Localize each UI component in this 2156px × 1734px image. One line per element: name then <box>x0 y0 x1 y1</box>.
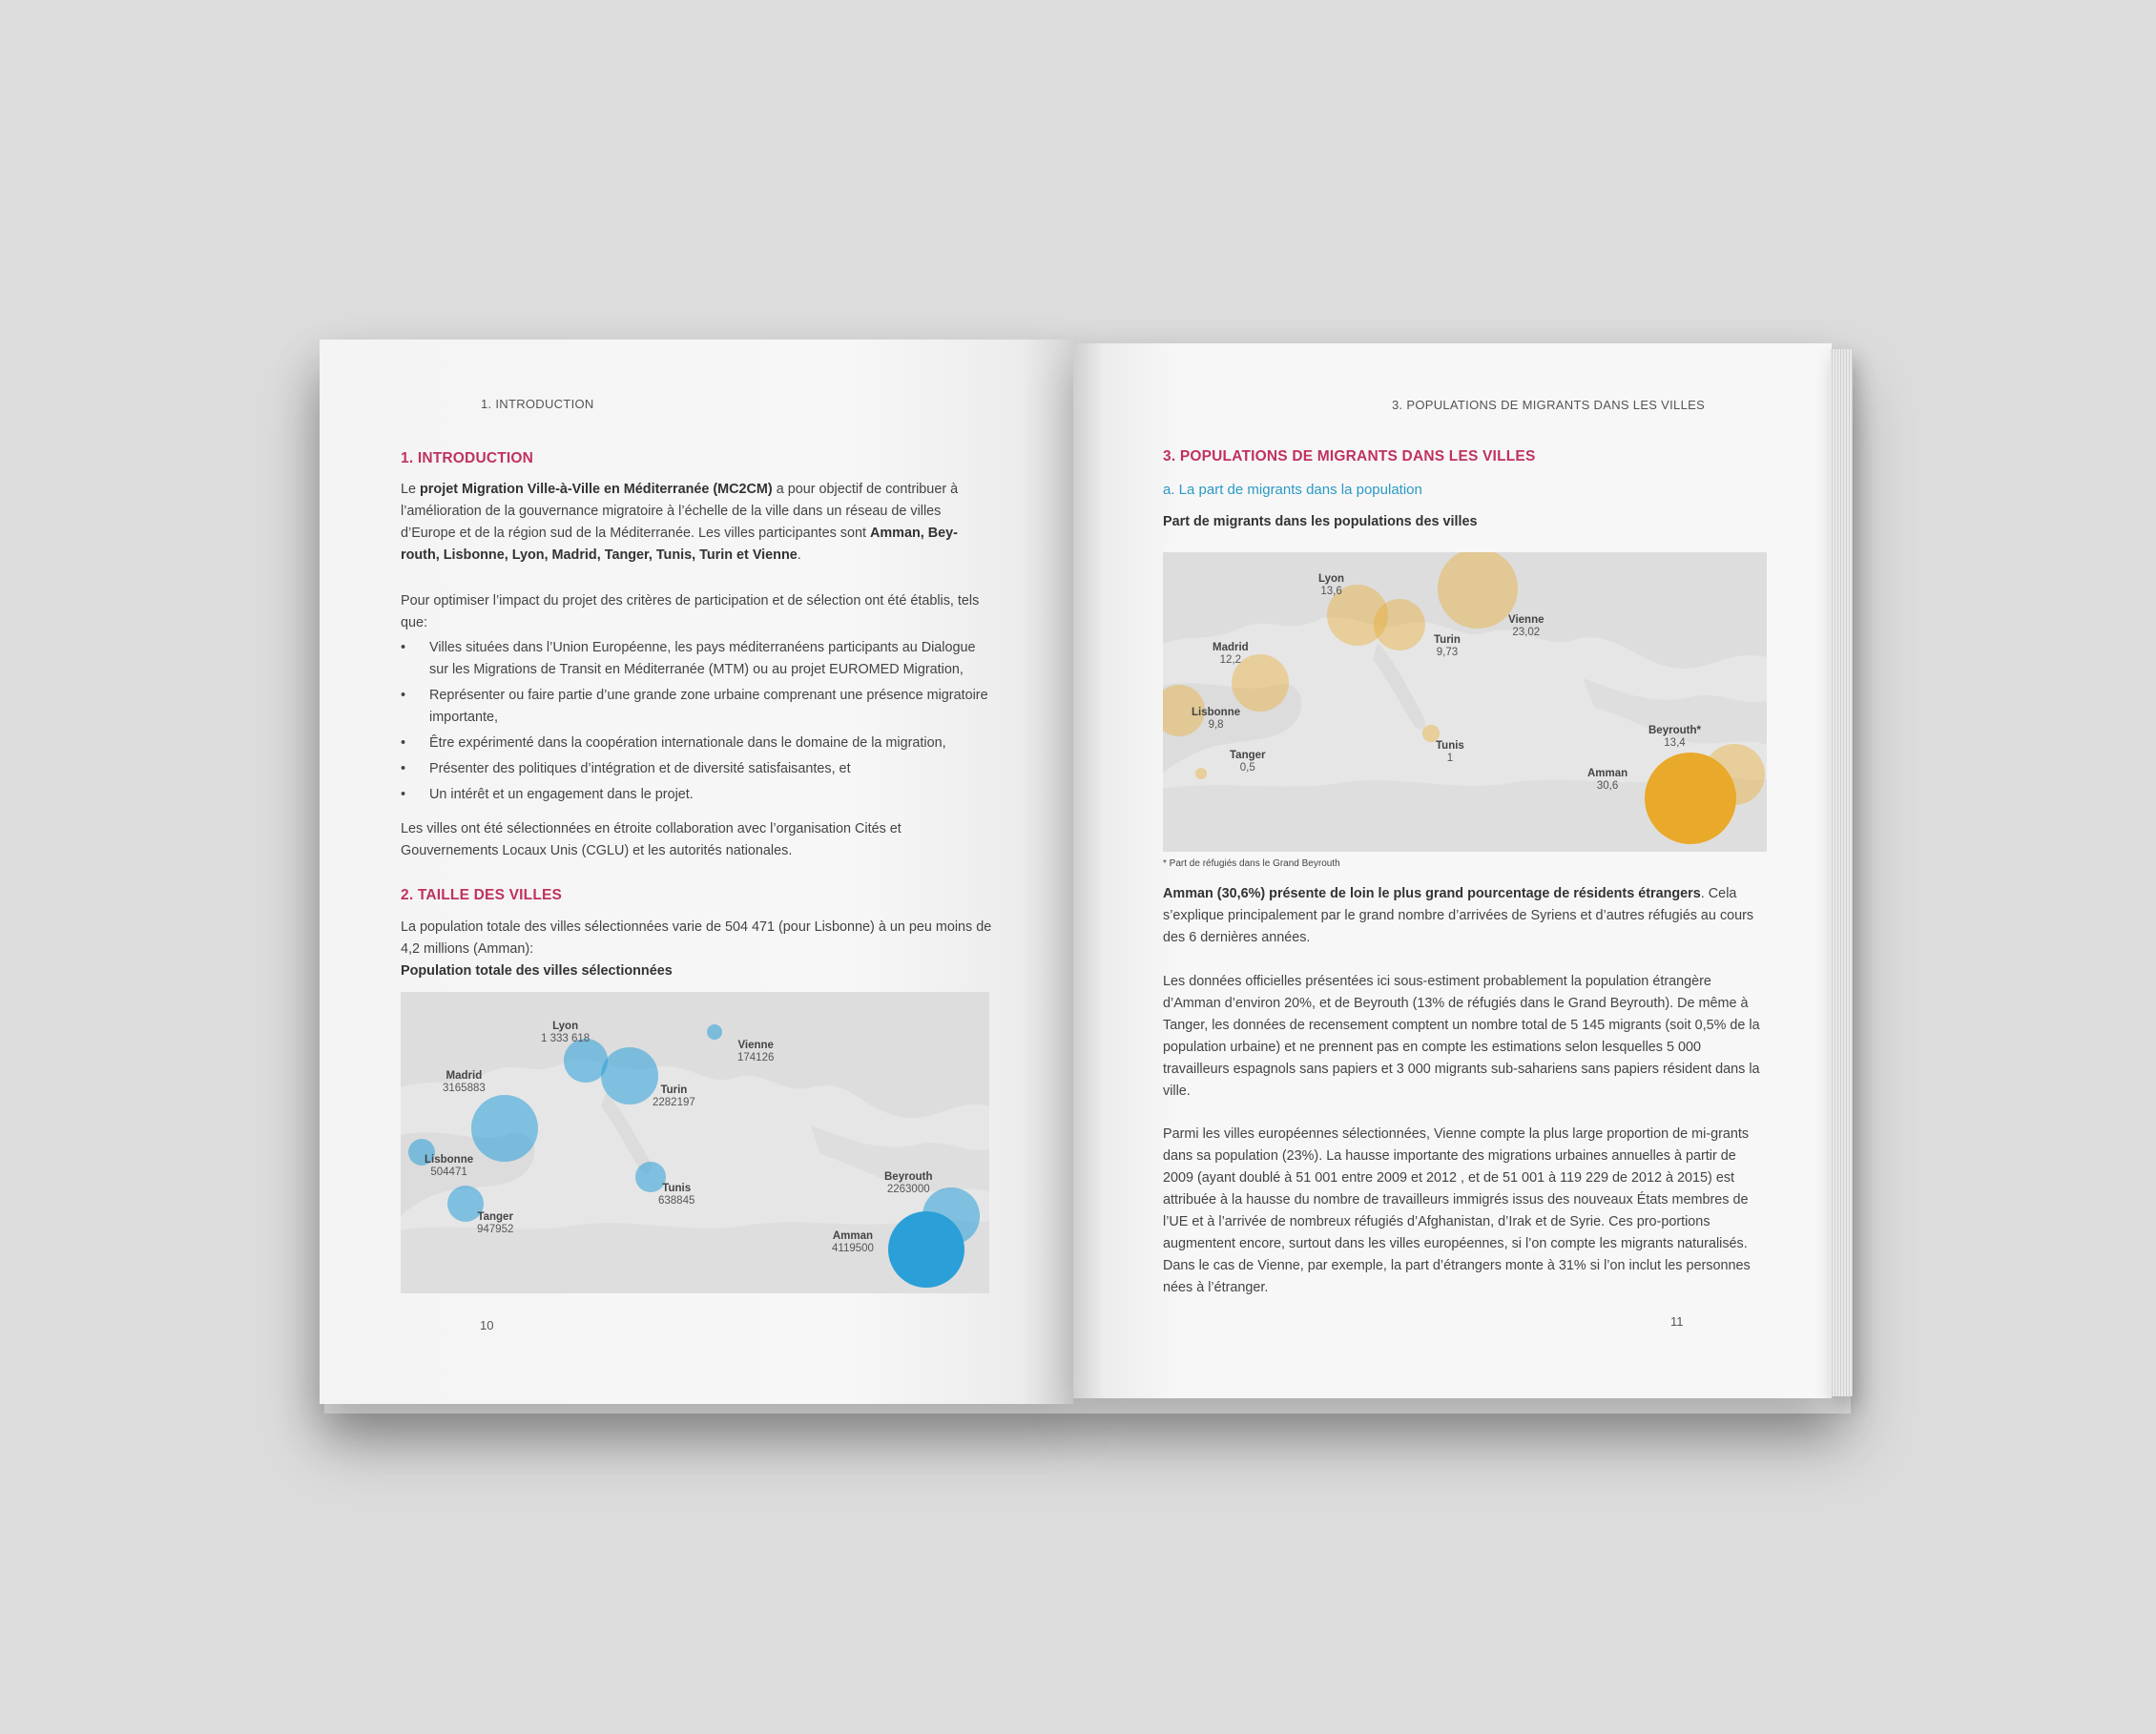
city-name: Lyon <box>552 1021 579 1032</box>
city-bubble <box>1374 599 1425 650</box>
migrants-paragraph-1: Amman (30,6%) présente de loin le plus grand pourcentage de résidents étrangers. Cela s’explique principalement par le grand nombre d’arrivées de Syriens et d’autres réfugiés au cours des 6 dernières années. <box>1163 886 1754 945</box>
left-page <box>320 340 1073 1404</box>
city-value: 0,5 <box>1239 762 1255 774</box>
city-value: 1 <box>1446 753 1454 764</box>
city-value: 30,6 <box>1596 780 1619 792</box>
city-value: 12,2 <box>1219 654 1242 666</box>
city-name: Lyon <box>1318 573 1345 585</box>
section2-title: 2. TAILLE DES VILLES <box>401 887 563 903</box>
migrants-paragraph-2: Les données officielles présentées ici sous-estiment probablement la population étrangère d’Amman d’environ 20%, et de Beyrouth (13% de réfugiés dans le Grand Beyrouth). De même à Tanger, les données de recensement comptent un nombre total de 5 145 migrants (soit 0,5% de la population urbaine) et ne prennent pas en compte les estimations selon lesquelles 5 000 travailleurs espagnols sans papiers et 3 000 migrants sub-sahariens sans papiers résident dans la ville. <box>1163 974 1760 1099</box>
size-paragraph: La population totale des villes sélectionnées varie de 504 471 (pour Lisbonne) à un peu moins de 4,2 millions (Amman): <box>401 919 992 957</box>
city-value: 638845 <box>658 1195 695 1207</box>
population-chart-caption: Population totale des villes sélectionnées <box>401 963 673 979</box>
criteria-item: • Un intérêt et un engagement dans le projet. <box>401 784 994 806</box>
intro-paragraph-1: Le projet Migration Ville-à-Ville en Méditerranée (MC2CM) a pour objectif de contribuer à l’amélioration de la gouvernance migratoire à l’échelle de la ville dans un réseau de villes d’Europe et de la région sud de la Méditerranée. Les villes participantes sont Amman, Bey-routh, Lisbonne, Lyon, Madrid, Tanger, Tunis, Turin et Vienne. <box>401 482 959 563</box>
population-map-chart <box>401 992 989 1293</box>
city-label <box>1648 725 1701 750</box>
right-running-head: 3. POPULATIONS DE MIGRANTS DANS LES VILLES <box>1392 398 1706 412</box>
page-edges <box>1830 349 1853 1396</box>
city-value: 2282197 <box>653 1097 695 1108</box>
city-label <box>425 1154 473 1179</box>
migrants-map-chart <box>1163 552 1767 852</box>
city-value: 1 333 618 <box>541 1033 591 1044</box>
city-name: Madrid <box>446 1070 483 1082</box>
city-label <box>443 1070 486 1095</box>
city-value: 2263000 <box>886 1184 930 1195</box>
city-name: Amman <box>1587 768 1628 779</box>
city-label <box>1434 634 1461 659</box>
migrants-chart-caption: Part de migrants dans les populations des villes <box>1163 514 1478 529</box>
section3-title: 3. POPULATIONS DE MIGRANTS DANS LES VILLES <box>1163 448 1536 464</box>
city-label <box>1213 642 1249 667</box>
criteria-item: • Villes situées dans l’Union Européenne, les pays méditerranéens participants au Dialogue sur les Migrations de Transit en Méditerranée (MTM) ou au projet EUROMED Migration, <box>401 637 994 681</box>
city-label <box>653 1084 695 1109</box>
city-name: Beyrouth <box>884 1171 933 1183</box>
city-label <box>658 1183 694 1208</box>
city-name: Tunis <box>662 1183 692 1194</box>
criteria-item: • Représenter ou faire partie d’une grande zone urbaine comprenant une présence migratoire importante, <box>401 685 994 729</box>
city-bubble <box>888 1211 964 1288</box>
city-value: 174126 <box>737 1052 775 1063</box>
city-label <box>832 1230 874 1255</box>
city-label <box>477 1211 513 1236</box>
city-label <box>1587 768 1627 793</box>
city-name: Vienne <box>737 1040 774 1051</box>
criteria-list <box>401 637 994 810</box>
city-name: Amman <box>832 1230 874 1242</box>
city-name: Turin <box>660 1084 688 1096</box>
city-name: Vienne <box>1508 614 1544 626</box>
criteria-item: • Présenter des politiques d’intégration et de diversité satisfaisantes, et <box>401 758 994 780</box>
city-name: Tanger <box>477 1211 513 1223</box>
city-value: 9,8 <box>1208 719 1224 731</box>
city-value: 13,6 <box>1320 586 1342 597</box>
city-label <box>884 1171 932 1196</box>
migrants-paragraph-3: Parmi les villes européennes sélectionnées, Vienne compte la plus large proportion de mi-grants dans sa population (23%). La hausse importante des migrations urbaines annuelles à partir de 2009 (ayant doublé à 51 001 entre 2009 et 2012 , et de 51 001 à 119 229 de 2012 à 2015) est attribuée à la hausse du nombre de travailleurs immigrés issus des nouveaux États membres de l’UE et à l’arrivée de nombreux réfugiés d’Afghanistan, d’Irak et de Syrie. Ces pro-portions augmentent encore, surtout dans les villes européennes, si l’on compte les migrants naturalisés. Dans le cas de Vienne, par exemple, la part d’étrangers monte à 31% si l’on inclut les personnes nées à l’étranger. <box>1163 1126 1751 1295</box>
intro-paragraph-2: Pour optimiser l’impact du projet des critères de participation et de sélection ont été établis, tels que: <box>401 593 980 630</box>
right-page <box>1073 343 1832 1398</box>
city-name: Lisbonne <box>425 1154 474 1166</box>
section1-title: 1. INTRODUCTION <box>401 450 534 466</box>
city-name: Madrid <box>1213 642 1249 653</box>
city-bubble <box>471 1095 538 1162</box>
city-bubble <box>1645 753 1736 844</box>
city-label <box>1230 750 1266 774</box>
city-label <box>1436 740 1464 765</box>
left-page-number: 10 <box>480 1318 494 1332</box>
left-running-head: 1. INTRODUCTION <box>481 397 594 411</box>
city-value: 9,73 <box>1436 647 1459 658</box>
city-label <box>1508 614 1544 639</box>
subsection-a-title: a. La part de migrants dans la population <box>1163 482 1422 498</box>
city-name: Lisbonne <box>1192 707 1241 718</box>
city-name: Tanger <box>1230 750 1266 761</box>
city-label <box>737 1040 774 1064</box>
city-name: Turin <box>1434 634 1461 646</box>
criteria-item: • Être expérimenté dans la coopération internationale dans le domaine de la migration, <box>401 733 994 754</box>
city-value: 13,4 <box>1664 737 1686 749</box>
right-page-number: 11 <box>1670 1314 1684 1329</box>
city-label <box>1192 707 1240 732</box>
city-name: Beyrouth* <box>1648 725 1701 736</box>
city-label <box>541 1021 590 1045</box>
city-value: 3165883 <box>443 1083 486 1094</box>
city-value: 947952 <box>477 1224 514 1235</box>
intro-paragraph-3: Les villes ont été sélectionnées en étroite collaboration avec l’organisation Cités et Gouvernements Locaux Unis (CGLU) et les autorités nationales. <box>401 821 902 858</box>
city-value: 504471 <box>430 1166 467 1178</box>
chart-footnote: * Part de réfugiés dans le Grand Beyrouth <box>1163 858 1340 869</box>
city-bubble <box>1438 552 1517 629</box>
city-name: Tunis <box>1436 740 1464 752</box>
city-value: 4119500 <box>832 1243 874 1254</box>
city-bubble <box>601 1047 658 1104</box>
city-value: 23,02 <box>1512 627 1541 638</box>
city-label <box>1318 573 1344 598</box>
